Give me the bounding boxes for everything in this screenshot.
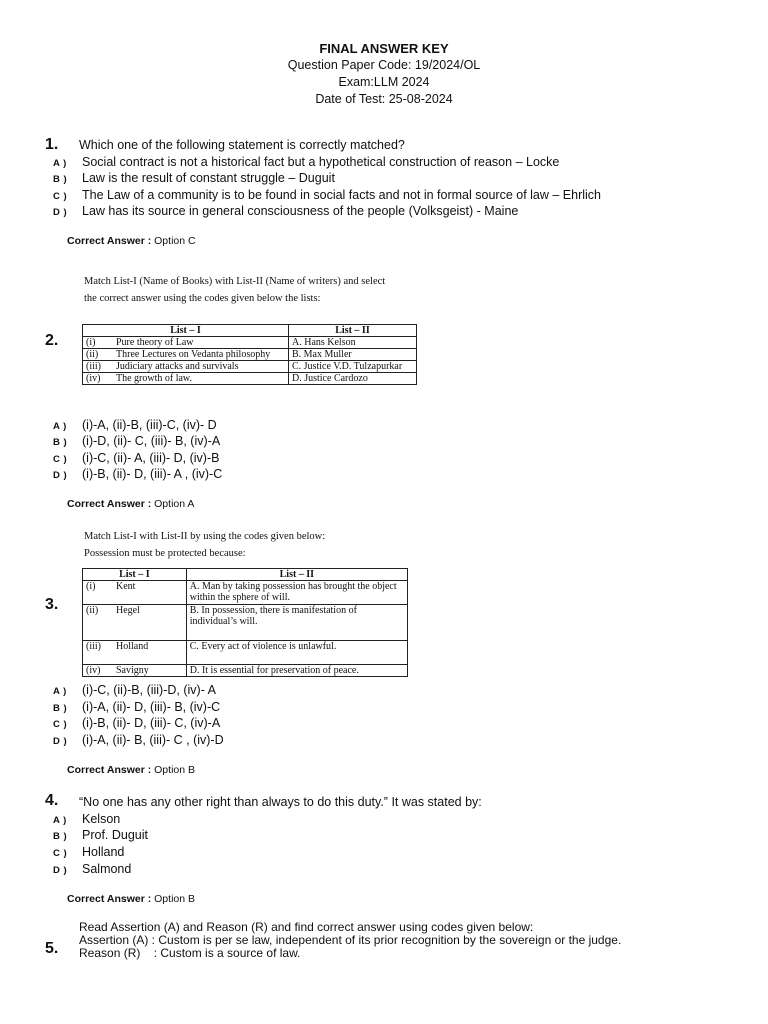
correct-answer-label: Correct Answer :: [67, 764, 152, 776]
question-intro-line: the correct answer using the codes given below the lists:: [84, 293, 321, 304]
match-table: [82, 324, 417, 385]
table-cell: (iii): [83, 361, 114, 373]
option-label: B ): [53, 703, 68, 714]
table-cell: D. Justice Cardozo: [289, 373, 417, 385]
option-text: Prof. Duguit: [82, 828, 149, 842]
option-label: C ): [53, 848, 68, 859]
option-row: [0, 188, 768, 204]
table-cell: Savigny: [113, 665, 186, 677]
correct-answer-label: Correct Answer :: [67, 498, 152, 510]
option-label: D ): [53, 470, 68, 481]
option-label: A ): [53, 686, 67, 697]
table-cell: B. Max Muller: [289, 349, 417, 361]
question-intro: [84, 273, 385, 307]
test-date: Date of Test: 25-08-2024: [315, 92, 453, 106]
option-row: [0, 845, 768, 861]
option-label: B ): [53, 174, 68, 185]
question-number: 5.: [45, 940, 59, 957]
table-row: [83, 641, 408, 665]
option-row: [0, 812, 768, 828]
option-label: A ): [53, 815, 67, 826]
option-label: B ): [53, 437, 68, 448]
table-cell: Pure theory of Law: [113, 337, 289, 349]
table-row: [83, 361, 417, 373]
option-label: D ): [53, 865, 68, 876]
question-intro-line: Match List-I with List-II by using the codes given below:: [84, 531, 326, 542]
question-intro-line: Match List-I (Name of Books) with List-II (Name of writers) and select: [84, 276, 386, 287]
correct-answer: [67, 893, 195, 905]
option-label: A ): [53, 421, 67, 432]
option-label: D ): [53, 736, 68, 747]
option-row: [0, 700, 768, 716]
option-text: (i)-C, (ii)- A, (iii)- D, (iv)-B: [82, 451, 220, 465]
table-cell: D. It is essential for preservation of peace.: [186, 665, 407, 677]
table-cell: Hegel: [113, 605, 186, 641]
table-row: [83, 337, 417, 349]
question-text: Read Assertion (A) and Reason (R) and find correct answer using codes given below:: [79, 920, 534, 934]
correct-answer-label: Correct Answer :: [67, 235, 152, 247]
table-header: List – II: [186, 569, 407, 581]
option-row: [0, 716, 768, 732]
table-row: [83, 581, 408, 605]
paper-code: Question Paper Code: 19/2024/OL: [287, 58, 481, 72]
option-text: The Law of a community is to be found in social facts and not in formal source of law – Ehrlich: [82, 188, 602, 202]
table-cell: Three Lectures on Vedanta philosophy: [113, 349, 289, 361]
option-text: (i)-D, (ii)- C, (iii)- B, (iv)-A: [82, 434, 221, 448]
reason-text: Reason (R) : Custom is a source of law.: [79, 946, 301, 960]
correct-answer-value: Option B: [154, 764, 195, 776]
correct-answer-value: Option B: [154, 893, 195, 905]
question-number: 2.: [45, 332, 59, 349]
table-header: List – I: [83, 569, 187, 581]
option-text: (i)-A, (ii)-B, (iii)-C, (iv)- D: [82, 418, 217, 432]
option-text: Law is the result of constant struggle – Duguit: [82, 171, 335, 185]
table-header: List – I: [83, 325, 289, 337]
table-cell: Holland: [113, 641, 186, 665]
answer-key-header: [0, 40, 768, 108]
table-cell: (iv): [83, 665, 114, 677]
option-row: [0, 828, 768, 844]
option-text: (i)-B, (ii)- D, (iii)- A , (iv)-C: [82, 467, 223, 481]
table-cell: (ii): [83, 605, 114, 641]
option-text: Kelson: [82, 812, 121, 826]
match-table: [82, 568, 408, 677]
option-text: (i)-C, (ii)-B, (iii)-D, (iv)- A: [82, 683, 216, 697]
table-cell: The growth of law.: [113, 373, 289, 385]
option-row: [0, 171, 768, 187]
table-cell: (i): [83, 581, 114, 605]
question-number: 3.: [45, 596, 59, 613]
option-text: Holland: [82, 845, 125, 859]
correct-answer-value: Option A: [154, 498, 195, 510]
table-cell: B. In possession, there is manifestation of individual’s will.: [186, 605, 407, 641]
option-row: [0, 204, 768, 220]
table-row: [83, 605, 408, 641]
table-row: [83, 373, 417, 385]
table-row: [83, 665, 408, 677]
table-cell: A. Man by taking possession has brought the object within the sphere of will.: [186, 581, 407, 605]
correct-answer: [67, 498, 194, 510]
option-row: [0, 683, 768, 699]
table-cell: Kent: [113, 581, 186, 605]
option-row: [0, 418, 768, 434]
option-label: B ): [53, 831, 68, 842]
question-number: 1.: [45, 136, 59, 153]
correct-answer-value: Option C: [154, 235, 196, 247]
table-cell: Judiciary attacks and survivals: [113, 361, 289, 373]
option-label: C ): [53, 191, 68, 202]
option-text: (i)-A, (ii)- B, (iii)- C , (iv)-D: [82, 733, 224, 747]
correct-answer: [67, 764, 195, 776]
table-cell: (i): [83, 337, 114, 349]
question-number: 4.: [45, 792, 59, 809]
table-row: [83, 349, 417, 361]
table-cell: C. Justice V.D. Tulzapurkar: [289, 361, 417, 373]
option-row: [0, 451, 768, 467]
table-cell: A. Hans Kelson: [289, 337, 417, 349]
correct-answer-label: Correct Answer :: [67, 893, 152, 905]
table-cell: (iv): [83, 373, 114, 385]
option-text: Social contract is not a historical fact but a hypothetical construction of reason – Locke: [82, 155, 560, 169]
table-cell: C. Every act of violence is unlawful.: [186, 641, 407, 665]
exam-name: Exam:LLM 2024: [338, 75, 430, 89]
option-row: [0, 862, 768, 878]
option-row: [0, 434, 768, 450]
table-cell: (iii): [83, 641, 114, 665]
option-row: [0, 733, 768, 749]
question-text: “No one has any other right than always to do this duty.” It was stated by:: [79, 795, 482, 809]
question-intro-line: Possession must be protected because:: [84, 548, 246, 559]
correct-answer: [67, 235, 196, 247]
assertion-reason-block: [79, 921, 621, 960]
assertion-text: Assertion (A) : Custom is per se law, independent of its prior recognition by the sovereign or the judge.: [79, 933, 622, 947]
option-text: Law has its source in general consciousness of the people (Volksgeist) - Maine: [82, 204, 519, 218]
option-label: A ): [53, 158, 67, 169]
option-text: Salmond: [82, 862, 132, 876]
page-title: FINAL ANSWER KEY: [319, 41, 449, 56]
option-text: (i)-A, (ii)- D, (iii)- B, (iv)-C: [82, 700, 221, 714]
table-cell: (ii): [83, 349, 114, 361]
question-intro: [84, 528, 325, 562]
option-label: C ): [53, 454, 68, 465]
option-label: C ): [53, 719, 68, 730]
option-row: [0, 467, 768, 483]
question-text: Which one of the following statement is correctly matched?: [79, 138, 405, 152]
option-label: D ): [53, 207, 68, 218]
table-header: List – II: [289, 325, 417, 337]
option-row: [0, 155, 768, 171]
option-text: (i)-B, (ii)- D, (iii)- C, (iv)-A: [82, 716, 221, 730]
